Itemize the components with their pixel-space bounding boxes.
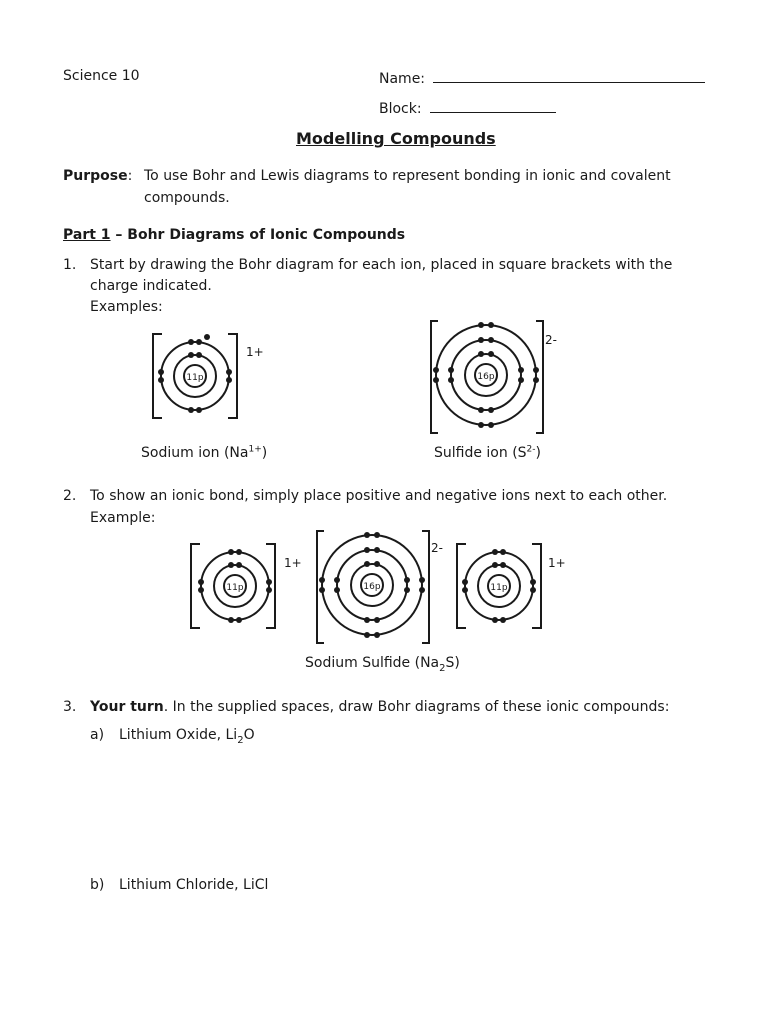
part1-label: Part 1 (63, 227, 111, 243)
item-a-subscript: 2 (237, 734, 244, 746)
sodium-caption (141, 445, 267, 461)
purpose-label-wrap (63, 168, 132, 184)
sulfide-ion-diagram (426, 318, 566, 438)
na-left-charge: 1+ (284, 556, 302, 570)
step3-instructions: . In the supplied spaces, draw Bohr diagrams of these ionic compounds: (163, 699, 670, 715)
purpose-text-line2: compounds. (144, 190, 230, 206)
sulfide-charge: 2- (545, 333, 557, 347)
block-label: Block: (379, 101, 422, 117)
step1-number: 1. (63, 257, 77, 273)
step2-number: 2. (63, 488, 77, 504)
step3-number: 3. (63, 699, 77, 715)
step1-line2: charge indicated. (90, 278, 212, 294)
sodium-charge: 1+ (246, 345, 264, 359)
purpose-colon: : (127, 168, 133, 184)
step1-line1: Start by drawing the Bohr diagram for each ion, placed in square brackets with the (90, 257, 673, 273)
step3-line (90, 699, 669, 715)
sulfide-caption (434, 445, 541, 461)
item-b-text: Lithium Chloride, LiCl (119, 877, 269, 893)
s-center-charge: 2- (431, 541, 443, 555)
item-a-name: Lithium Oxide, Li (119, 727, 238, 743)
sulfide-caption-charge: 2- (526, 444, 536, 455)
sodium-nucleus-label: 11p (186, 373, 204, 383)
part1-title: – Bohr Diagrams of Ionic Compounds (110, 227, 406, 243)
item-b-label: b) (90, 877, 105, 893)
na-left-nucleus-label: 11p (226, 583, 244, 593)
s-center-nucleus-label: 16p (363, 582, 381, 592)
block-field[interactable] (379, 98, 556, 117)
na-left-ion-diagram (186, 540, 306, 640)
compound-caption-subscript: 2 (439, 662, 446, 674)
block-blank-line[interactable] (430, 98, 556, 113)
compound-caption (305, 655, 460, 674)
course-label: Science 10 (63, 68, 140, 84)
sodium-ion-diagram (148, 330, 278, 430)
name-field[interactable] (379, 68, 705, 87)
sulfide-caption-text: Sulfide ion (S (434, 445, 527, 461)
sodium-caption-close: ) (261, 445, 268, 461)
na-right-nucleus-label: 11p (490, 583, 508, 593)
purpose-label: Purpose (63, 168, 128, 184)
part1-heading (63, 227, 405, 243)
sulfide-nucleus-label: 16p (477, 372, 495, 382)
item-a-formula-end: O (243, 727, 255, 743)
sulfide-caption-close: ) (535, 445, 541, 461)
s-center-ion-diagram (312, 528, 452, 648)
name-label: Name: (379, 71, 426, 87)
item-a-label: a) (90, 727, 105, 743)
compound-caption-text: Sodium Sulfide (Na (305, 655, 440, 671)
name-blank-line[interactable] (433, 68, 705, 83)
step2-line2: Example: (90, 510, 156, 526)
step3-your-turn: Your turn (90, 699, 164, 715)
na-right-charge: 1+ (548, 556, 566, 570)
item-a-text (119, 727, 255, 746)
purpose-text-line1: To use Bohr and Lewis diagrams to represent bonding in ionic and covalent (144, 168, 671, 184)
page-title: Modelling Compounds (296, 129, 496, 148)
sodium-caption-charge: 1+ (248, 444, 262, 455)
step1-line3: Examples: (90, 299, 163, 315)
step2-line1: To show an ionic bond, simply place positive and negative ions next to each other. (90, 488, 668, 504)
na-right-ion-diagram (452, 540, 572, 640)
sodium-caption-text: Sodium ion (Na (141, 445, 249, 461)
compound-caption-close: S) (445, 655, 460, 671)
